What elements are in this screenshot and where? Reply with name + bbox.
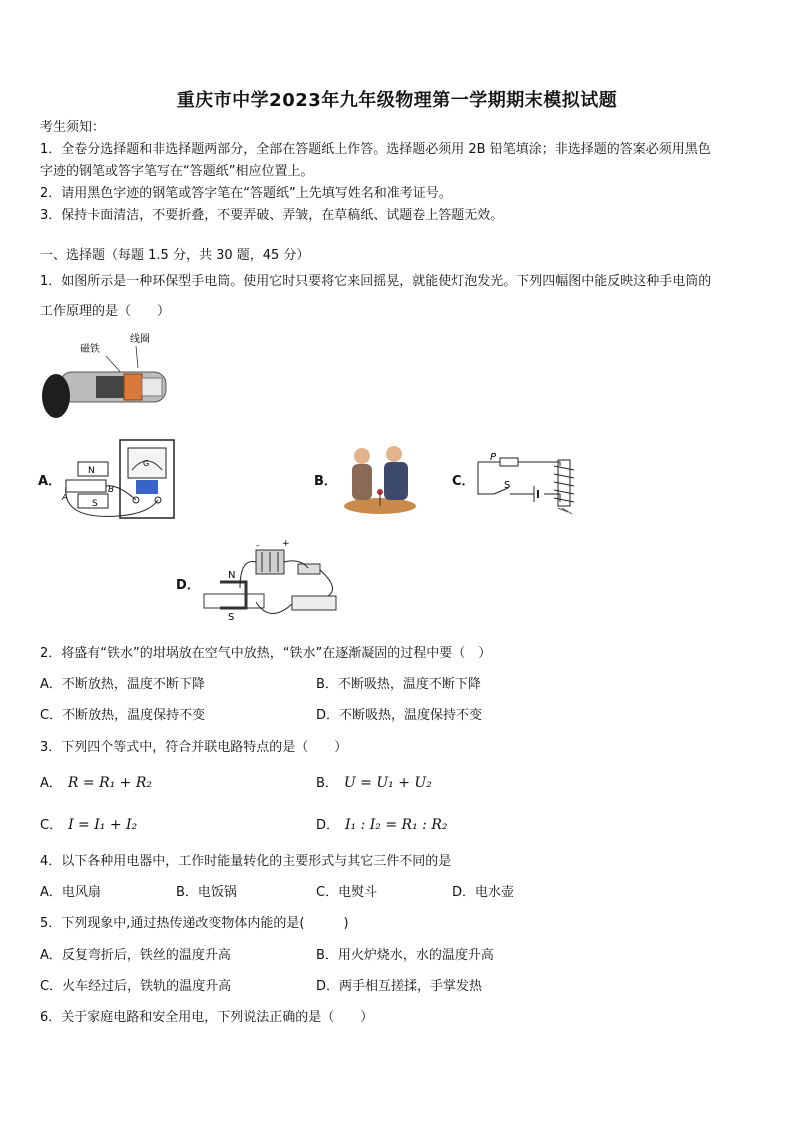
notice-item-1-cont: 字迹的钢笔或答字笔写在“答题纸”相应位置上。 — [40, 164, 314, 179]
q5-option-d[interactable]: D．两手相互搓揉，手掌发热 — [316, 979, 483, 994]
fig-a-n: N — [88, 466, 95, 476]
flashlight-figure — [36, 328, 176, 428]
q3-option-d[interactable]: D． I₁ : I₂ = R₁ : R₂ — [316, 817, 448, 833]
q3-option-c[interactable]: C． I = I₁ + I₂ — [40, 817, 138, 833]
magnet-label: 磁铁 — [80, 344, 100, 355]
q1-option-b[interactable]: B． — [314, 474, 337, 489]
q2-option-d[interactable]: D．不断吸热，温度保持不变 — [316, 708, 483, 723]
fig-a-a: A — [62, 493, 69, 503]
q4-option-c[interactable]: C．电熨斗 — [316, 885, 378, 900]
q3-option-b[interactable]: B． U = U₁ + U₂ — [316, 775, 432, 791]
q2-option-a[interactable]: A．不断放热，温度不断下降 — [40, 677, 205, 692]
notice-heading: 考生须知： — [40, 120, 106, 135]
q2-option-c[interactable]: C．不断放热，温度保持不变 — [40, 708, 206, 723]
q1-stem-cont: 工作原理的是（ ） — [40, 304, 171, 319]
q6-stem: 6．关于家庭电路和安全用电，下列说法正确的是（ ） — [40, 1010, 374, 1025]
figure-c-circuit — [474, 446, 584, 516]
galvanometer-label: G — [143, 459, 150, 468]
q5-option-b[interactable]: B．用火炉烧水，水的温度升高 — [316, 948, 494, 963]
figure-d-motor — [200, 538, 344, 624]
q5-option-a[interactable]: A．反复弯折后，铁丝的温度升高 — [40, 948, 231, 963]
notice-item-2: 2．请用黑色字迹的钢笔或答字笔在“答题纸”上先填写姓名和准考证号。 — [40, 186, 452, 201]
q4-option-b[interactable]: B．电饭锅 — [176, 885, 237, 900]
fig-d-minus: - — [256, 541, 260, 551]
q1-stem: 1．如图所示是一种环保型手电筒。使用它时只要将它来回摇晃，就能使灯泡发光。下列四幅图中能反映这种手电筒的 — [40, 274, 712, 289]
fig-a-b: B — [108, 485, 115, 495]
q1-option-c[interactable]: C． — [452, 474, 475, 489]
fig-c-p: P — [490, 452, 497, 463]
notice-item-1: 1．全卷分选择题和非选择题两部分，全部在答题纸上作答。选择题必须用 2B 铅笔填涂；非选择题的答案必须用黑色 — [40, 142, 711, 157]
q4-stem: 4．以下各种用电器中，工作时能量转化的主要形式与其它三件不同的是 — [40, 854, 452, 869]
coil-label: 线圈 — [130, 334, 150, 345]
notice-item-3: 3．保持卡面清洁，不要折叠，不要弄破、弄皱，在草稿纸、试题卷上答题无效。 — [40, 208, 504, 223]
q4-option-a[interactable]: A．电风扇 — [40, 885, 101, 900]
q1-option-d[interactable]: D． — [176, 578, 200, 593]
q3-option-a[interactable]: A． R = R₁ + R₂ — [40, 775, 153, 791]
figure-a-generator — [58, 436, 182, 522]
q5-option-c[interactable]: C．火车经过后，铁轨的温度升高 — [40, 979, 232, 994]
q5-stem: 5．下列现象中,通过热传递改变物体内能的是( ) — [40, 916, 349, 931]
section-heading: 一、选择题（每题 1.5 分，共 30 题，45 分） — [40, 248, 310, 263]
fig-c-s: S — [504, 480, 511, 491]
fig-a-s: S — [92, 499, 98, 509]
q3-stem: 3．下列四个等式中，符合并联电路特点的是（ ） — [40, 740, 348, 755]
fig-d-s: S — [228, 612, 235, 623]
fig-d-plus: + — [282, 539, 290, 549]
figure-b-scientists — [340, 440, 422, 518]
q2-option-b[interactable]: B．不断吸热，温度不断下降 — [316, 677, 481, 692]
fig-d-n: N — [228, 570, 236, 581]
q1-option-a[interactable]: A． — [38, 474, 62, 489]
q4-option-d[interactable]: D．电水壶 — [452, 885, 515, 900]
q2-stem: 2．将盛有“铁水”的坩埚放在空气中放热，“铁水”在逐渐凝固的过程中要（ ） — [40, 646, 492, 661]
page-title: 重庆市中学2023年九年级物理第一学期期末模拟试题 — [176, 90, 618, 111]
